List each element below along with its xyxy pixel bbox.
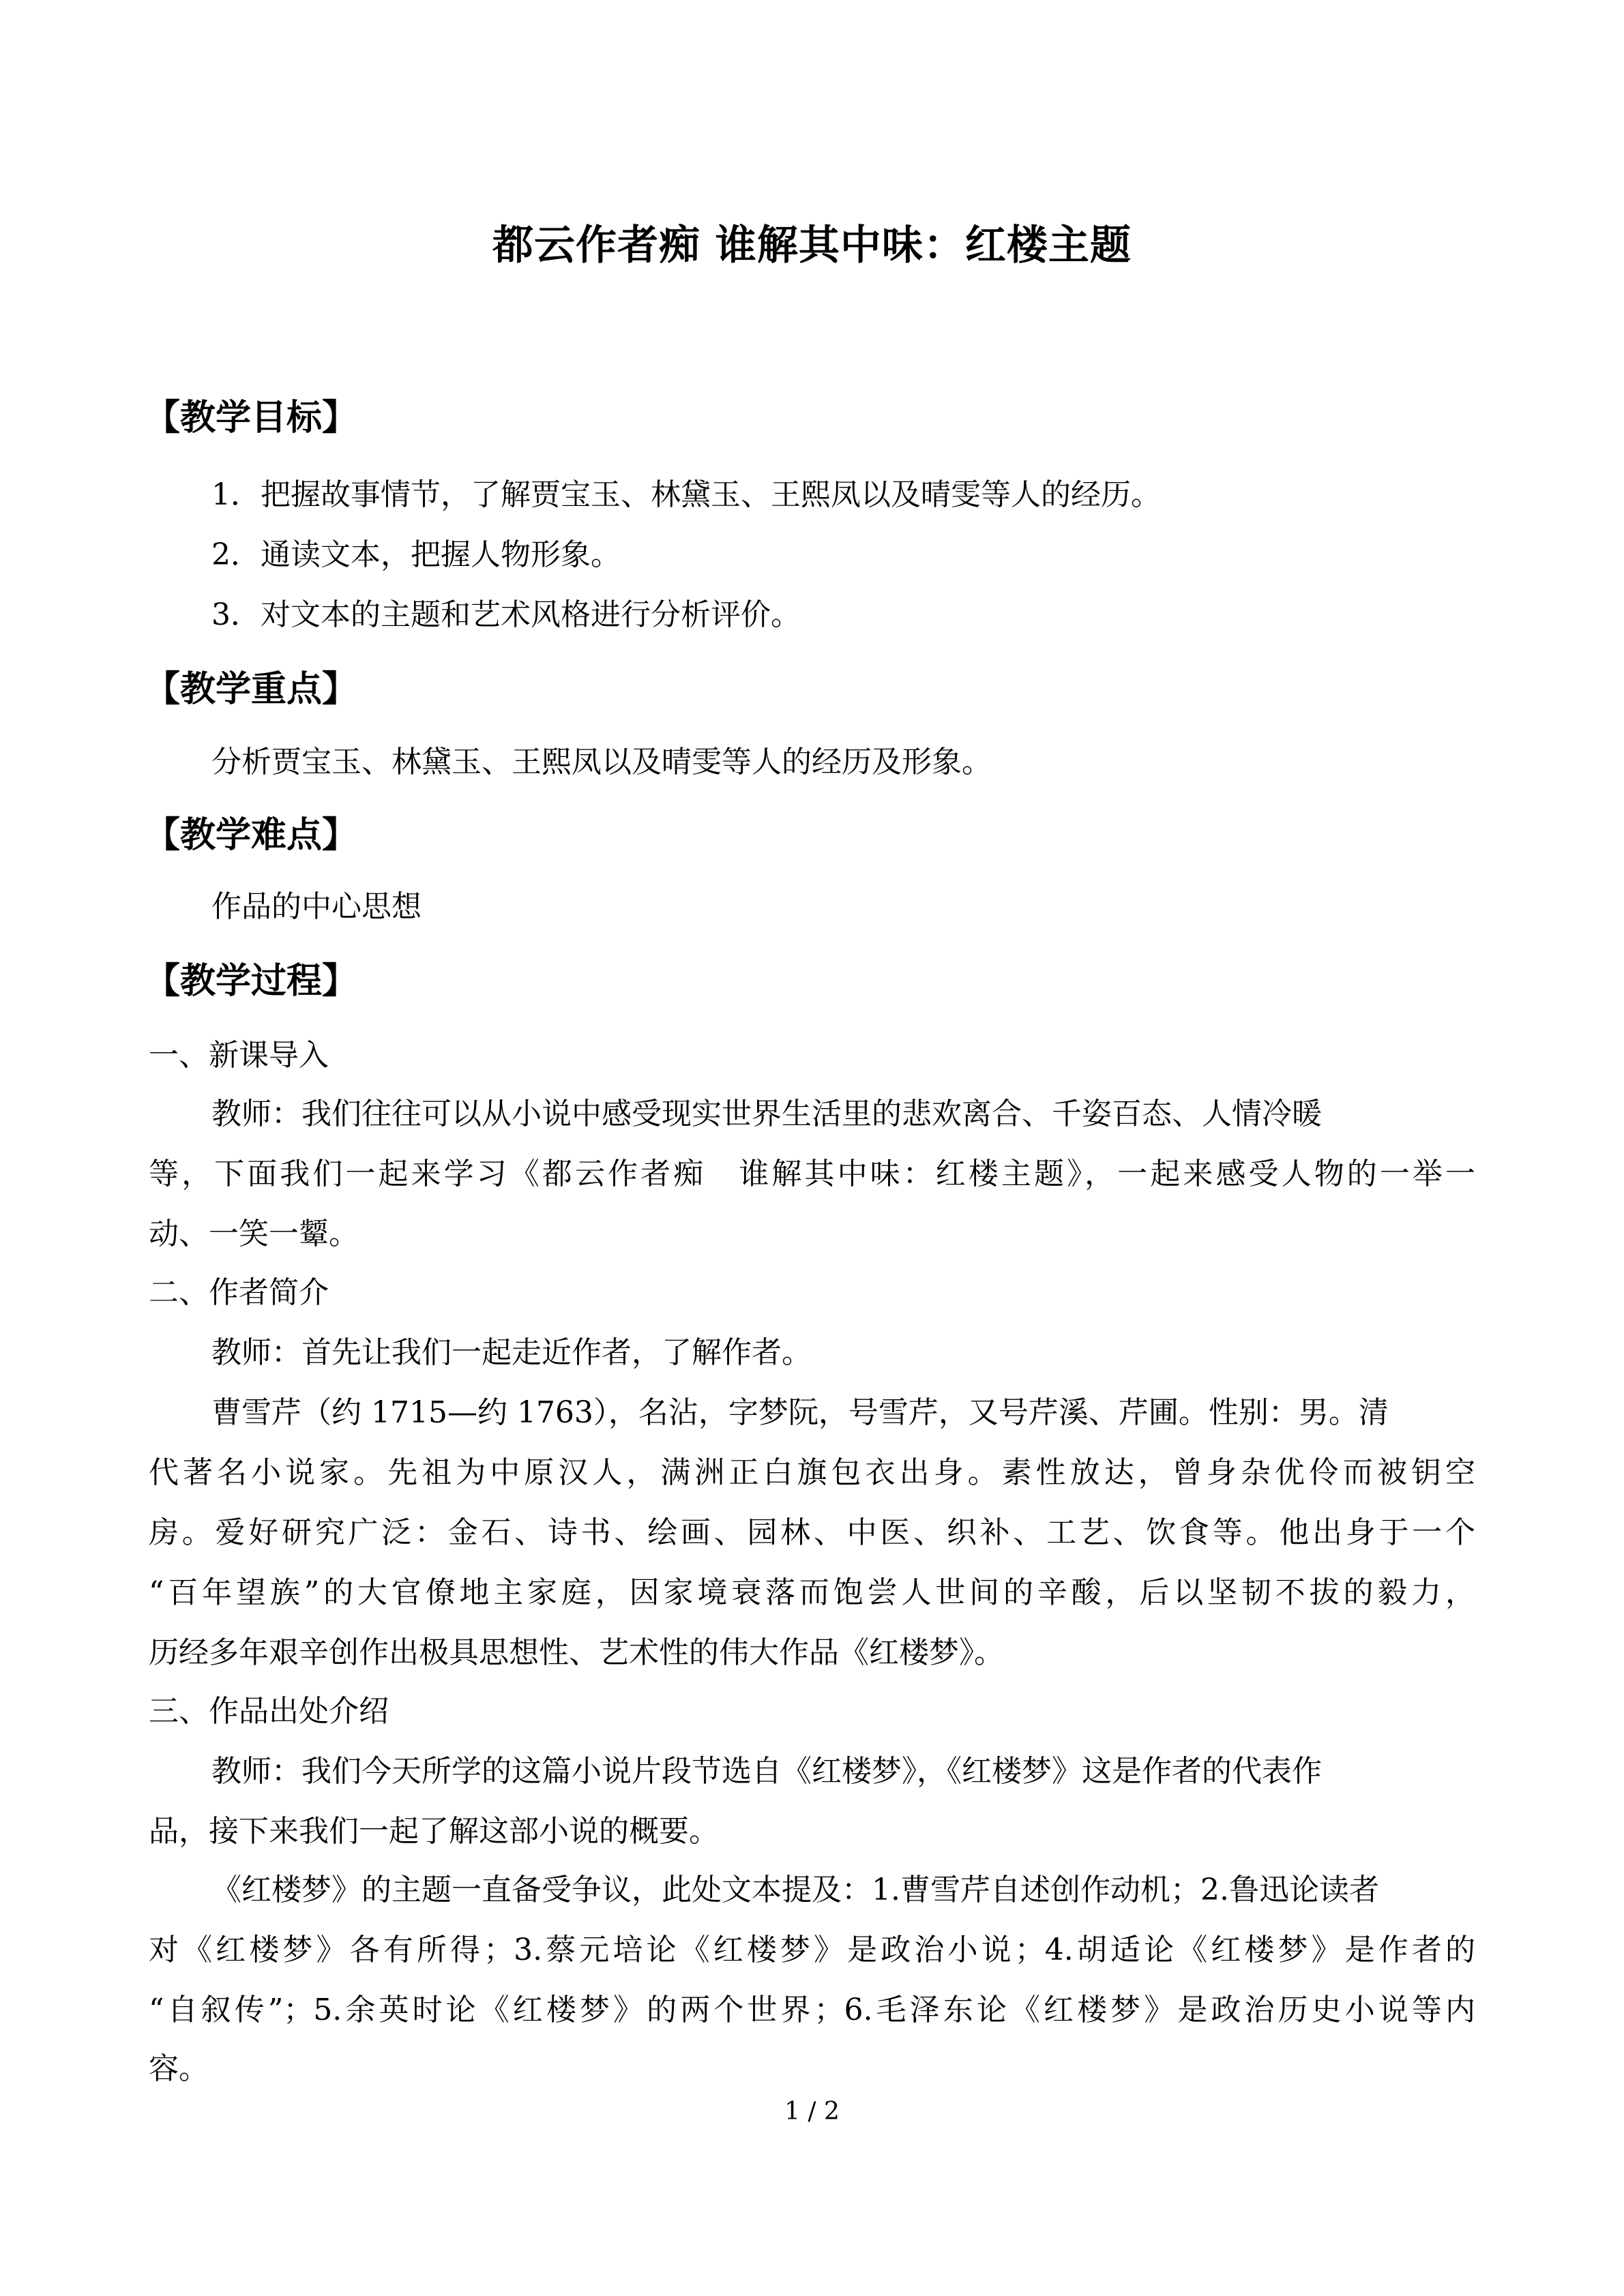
goal-item-2: 2．通读文本，把握人物形象。 bbox=[211, 537, 621, 572]
section-1-title: 一、新课导入 bbox=[149, 1038, 329, 1073]
paragraph-line: 教师：首先让我们一起走近作者，了解作者。 bbox=[211, 1335, 812, 1370]
difficulty-text: 作品的中心思想 bbox=[211, 889, 422, 924]
paragraph-line: 房。爱好研究广泛：金石、诗书、绘画、园林、中医、织补、工艺、饮食等。他出身于一个 bbox=[149, 1515, 1475, 1550]
heading-teaching-process: 【教学过程】 bbox=[145, 961, 358, 1002]
paragraph-line: 曹雪芹（约 1715—约 1763），名沾，字梦阮，号雪芹，又号芹溪、芹圃。性别：男。清 bbox=[211, 1395, 1389, 1430]
heading-teaching-difficulty: 【教学难点】 bbox=[145, 815, 358, 856]
paragraph-line: 历经多年艰辛创作出极具思想性、艺术性的伟大作品《红楼梦》。 bbox=[149, 1635, 1004, 1670]
paragraph-line: 容。 bbox=[149, 2051, 209, 2086]
paragraph-line: “百年望族”的大官僚地主家庭，因家境衰落而饱尝人世间的辛酸，后以坚韧不拔的毅力， bbox=[149, 1575, 1475, 1610]
heading-teaching-key: 【教学重点】 bbox=[145, 669, 358, 710]
key-text: 分析贾宝玉、林黛玉、王熙凤以及晴雯等人的经历及形象。 bbox=[211, 745, 992, 779]
paragraph-line: 动、一笑一颦。 bbox=[149, 1217, 359, 1251]
paragraph-line: 代著名小说家。先祖为中原汉人，满洲正白旗包衣出身。素性放达，曾身杂优伶而被钥空 bbox=[149, 1455, 1475, 1490]
paragraph-line: 对《红楼梦》各有所得；3.蔡元培论《红楼梦》是政治小说；4.胡适论《红楼梦》是作者的 bbox=[149, 1933, 1475, 1967]
paragraph-line: “自叙传”；5.余英时论《红楼梦》的两个世界；6.毛泽东论《红楼梦》是政治历史小说等内 bbox=[149, 1993, 1475, 2027]
paragraph-line: 教师：我们今天所学的这篇小说片段节选自《红楼梦》，《红楼梦》这是作者的代表作 bbox=[211, 1754, 1322, 1789]
goal-item-3: 3．对文本的主题和艺术风格进行分析评价。 bbox=[211, 597, 801, 632]
paragraph-line: 等，下面我们一起来学习《都云作者痴 谁解其中味：红楼主题》，一起来感受人物的一举一 bbox=[149, 1157, 1475, 1191]
paragraph-line: 品，接下来我们一起了解这部小说的概要。 bbox=[149, 1814, 719, 1849]
paragraph-line: 教师：我们往往可以从小说中感受现实世界生活里的悲欢离合、千姿百态、人情冷暖 bbox=[211, 1097, 1322, 1131]
paragraph-line: 《红楼梦》的主题一直备受争议，此处文本提及：1.曹雪芹自述创作动机；2.鲁迅论读者 bbox=[211, 1873, 1379, 1907]
heading-teaching-goals: 【教学目标】 bbox=[145, 398, 358, 438]
section-2-title: 二、作者简介 bbox=[149, 1275, 329, 1310]
page-number: 1 / 2 bbox=[784, 2098, 840, 2126]
section-3-title: 三、作品出处介绍 bbox=[149, 1694, 389, 1729]
goal-item-1: 1．把握故事情节，了解贾宝玉、林黛玉、王熙凤以及晴雯等人的经历。 bbox=[211, 477, 1161, 512]
page-title: 都云作者痴 谁解其中味：红楼主题 bbox=[492, 222, 1132, 269]
